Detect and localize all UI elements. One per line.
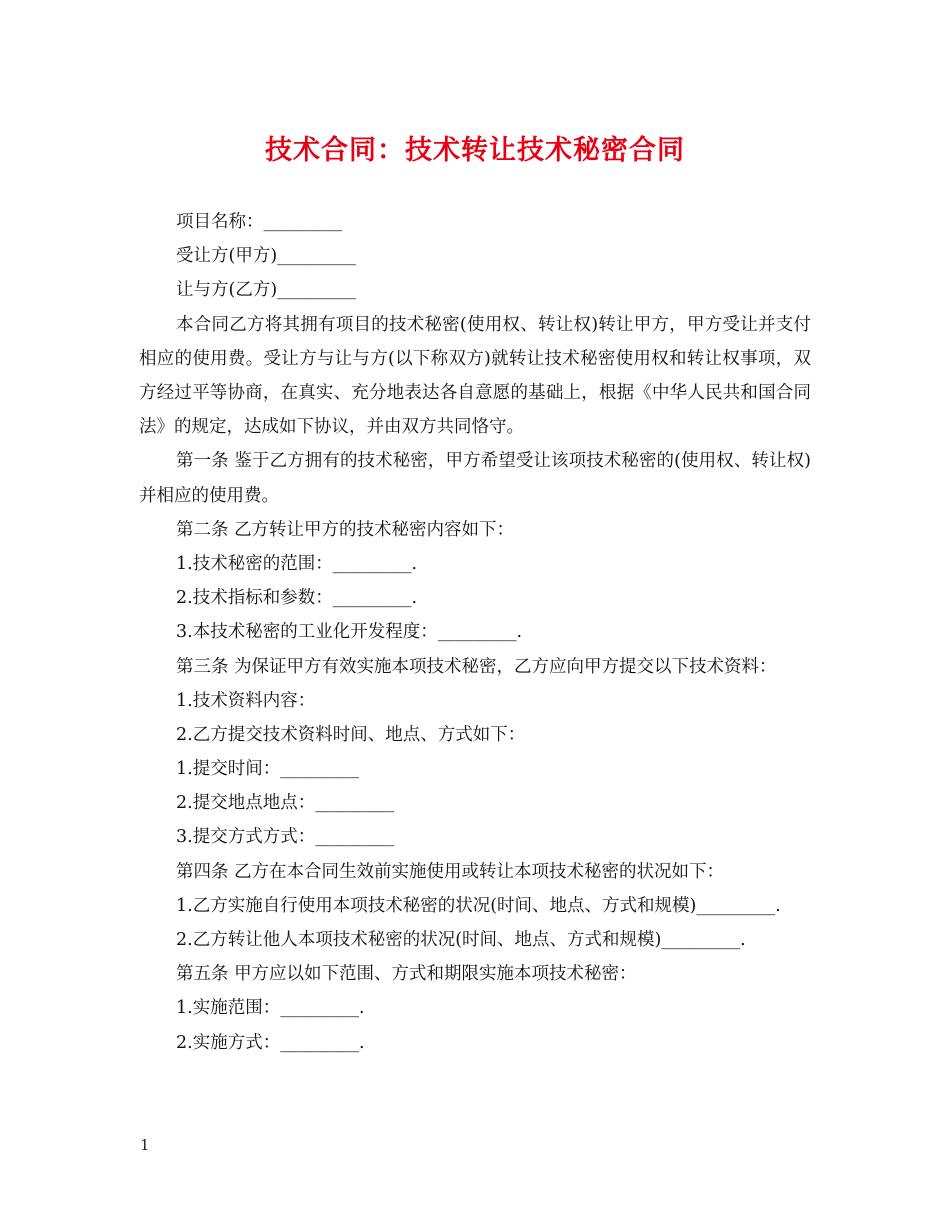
article-3-item: 3.提交方式方式：_________ (176, 827, 394, 848)
article-4-heading: 第四条 乙方在本合同生效前实施使用或转让本项技术秘密的状况如下： (176, 861, 725, 882)
article-4-item: 1.乙方实施自行使用本项技术秘密的状况(时间、地点、方式和规模)_________. (176, 895, 781, 916)
article-5-heading: 第五条 甲方应以如下范围、方式和期限实施本项技术秘密： (176, 964, 637, 985)
document-body (139, 205, 811, 1060)
assignee-field: 受让方(甲方)_________ (176, 246, 356, 267)
article-2-item: 2.技术指标和参数：_________. (176, 588, 418, 609)
article-2-item: 1.技术秘密的范围：_________. (176, 553, 418, 574)
article-1-text: 第一条 鉴于乙方拥有的技术秘密，甲方希望受让该项技术秘密的(使用权、转让权)并相应的使用费。 (139, 451, 811, 506)
document-title: 技术合同：技术转让技术秘密合同 (265, 135, 685, 166)
article-2-heading: 第二条 乙方转让甲方的技术秘密内容如下： (176, 519, 515, 540)
assignor-field: 让与方(乙方)_________ (176, 280, 356, 301)
article-3-item: 2.乙方提交技术资料时间、地点、方式如下： (176, 724, 526, 745)
article-2-item: 3.本技术秘密的工业化开发程度：_________. (176, 622, 523, 643)
article-3-item: 2.提交地点地点：_________ (176, 793, 394, 814)
preamble-paragraph: 本合同乙方将其拥有项目的技术秘密(使用权、转让权)转让甲方，甲方受让并支付相应的使用费。受让方与让与方(以下称双方)就转让技术秘密使用权和转让权事项，双方经过平等协商，在真实、充分地表达各自意愿的基础上，根据《中华人民共和国合同法》的规定，达成如下协议，并由双方共同恪守。 (139, 314, 811, 438)
article-5-item: 2.实施方式：_________. (176, 1032, 365, 1053)
article-4-item: 2.乙方转让他人本项技术秘密的状况(时间、地点、方式和规模)_________. (176, 930, 746, 951)
article-3-item: 1.技术资料内容： (176, 690, 316, 711)
article-5-item: 1.实施范围：_________. (176, 998, 365, 1019)
page-number: 1 (140, 1136, 150, 1154)
article-3-item: 1.提交时间：_________ (176, 759, 359, 780)
project-name-field: 项目名称：_________ (176, 212, 343, 232)
article-3-heading: 第三条 为保证甲方有效实施本项技术秘密，乙方应向甲方提交以下技术资料： (176, 656, 777, 677)
